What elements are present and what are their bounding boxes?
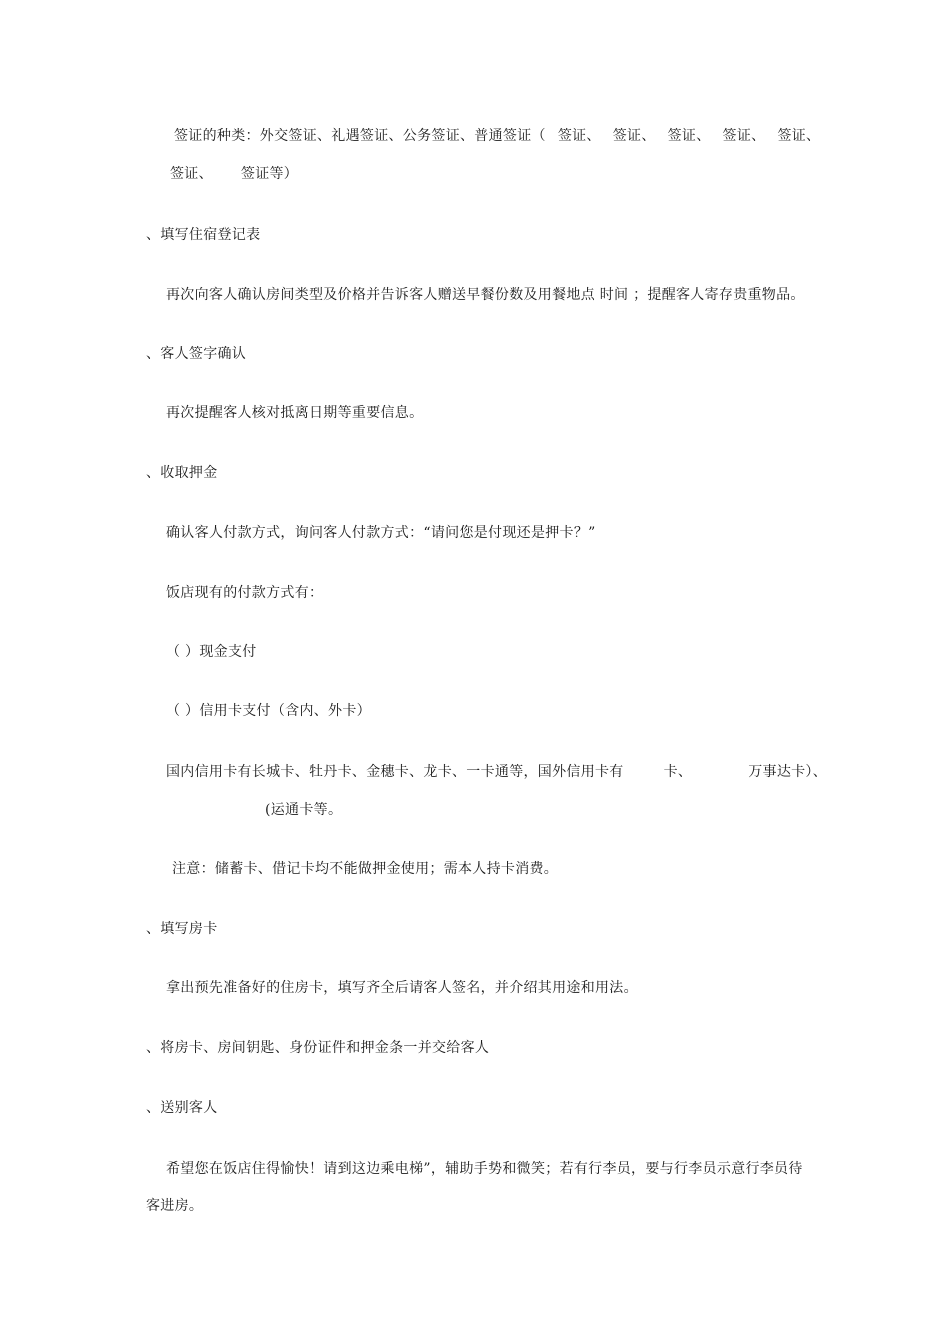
visa-type-blank: 签证、 (777, 128, 821, 144)
room-card-body: 拿出预先准备好的住房卡，填写齐全后请客人签名，并介绍其用途和用法。 (166, 980, 638, 996)
credit-cards-line-2: (运通卡等。 (265, 802, 343, 818)
farewell-body-line-1: 希望您在饭店住得愉快！请到这边乘电梯”，辅助手势和微笑；若有行李员，要与行李员示意行李员待 (166, 1161, 803, 1177)
visa-type-blank: 签证、 (667, 128, 711, 144)
section-heading-room-card: 、填写房卡 (146, 921, 218, 937)
section-heading-deposit: 、收取押金 (146, 465, 218, 481)
deposit-note: 注意：储蓄卡、借记卡均不能做押金使用；需本人持卡消费。 (172, 861, 559, 877)
section-heading-guest-sign: 、客人签字确认 (146, 346, 247, 362)
visa-types-line-1 (174, 127, 820, 145)
visa-type-blank: 签证、 (722, 128, 766, 144)
section-heading-farewell: 、送别客人 (146, 1100, 218, 1116)
payment-method-cash: （ ）现金支付 (166, 644, 257, 660)
farewell-body-line-2: 客进房。 (146, 1198, 204, 1214)
registration-body: 再次向客人确认房间类型及价格并告诉客人赠送早餐份数及用餐地点 时间 ；提醒客人寄存贵重物品。 (166, 287, 805, 303)
payment-method-credit: （ ）信用卡支付（含内、外卡） (166, 703, 371, 719)
section-heading-registration: 、填写住宿登记表 (146, 227, 261, 243)
payment-methods-intro: 饭店现有的付款方式有： (166, 585, 324, 601)
credit-cards-line-1 (166, 763, 827, 781)
credit-card-blank: 卡、 (663, 764, 693, 780)
visa-type-blank: 签证、 (170, 166, 213, 182)
section-heading-handover: 、将房卡、房间钥匙、身份证件和押金条一并交给客人 (146, 1040, 490, 1056)
deposit-confirm-text: 确认客人付款方式，询问客人付款方式：“请问您是付现还是押卡？” (166, 525, 596, 541)
visa-type-blank: 签证、 (612, 128, 656, 144)
visa-types-line-2 (170, 165, 298, 183)
visa-types-text: 签证的种类：外交签证、礼遇签证、公务签证、普通签证（ (174, 128, 546, 144)
credit-card-mastercard: 万事达卡）、 (748, 764, 828, 780)
credit-cards-text: 国内信用卡有长城卡、牡丹卡、金穗卡、龙卡、一卡通等，国外信用卡有 (166, 764, 624, 780)
visa-type-blank: 签证等） (240, 166, 299, 182)
visa-type-blank: 签证、 (557, 128, 601, 144)
guest-sign-body: 再次提醒客人核对抵离日期等重要信息。 (166, 405, 424, 421)
